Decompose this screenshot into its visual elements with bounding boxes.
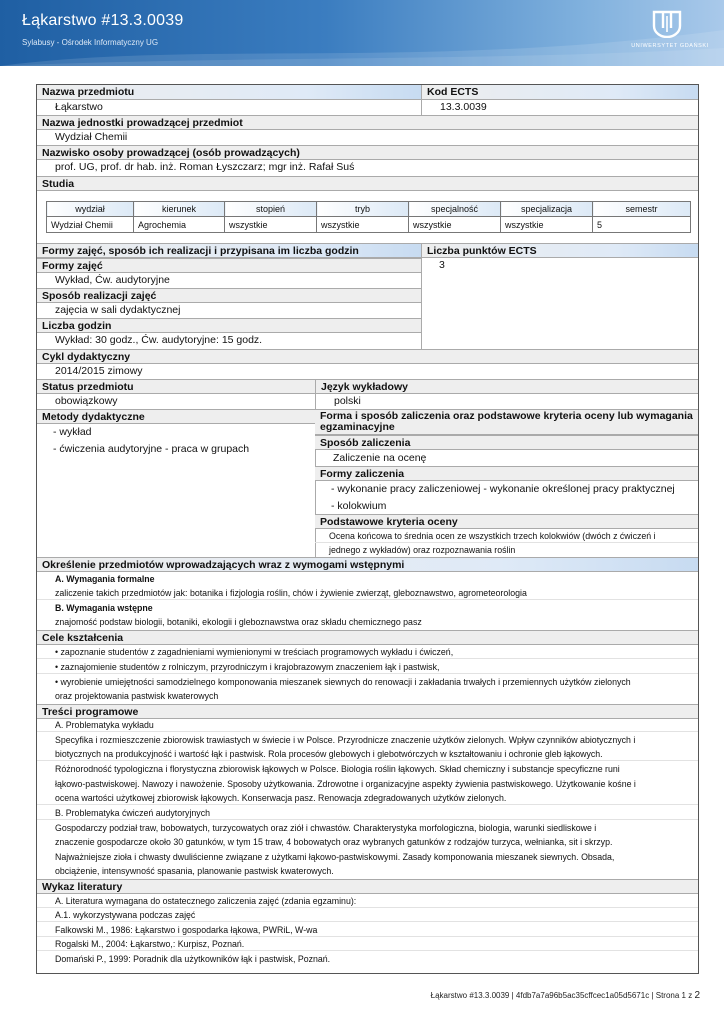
literature-line: Rogalski M., 2004: Łąkarstwo,: Kurpisz, Poznań. bbox=[37, 937, 698, 951]
ects-points-value: 3 bbox=[439, 259, 445, 271]
assessment-forms-label: Formy zaliczenia bbox=[315, 466, 698, 481]
ects-code-value: 13.3.0039 bbox=[421, 100, 698, 115]
literature-line: A. Literatura wymagana do ostatecznego zaliczenia zajęć (zdania egzaminu): bbox=[37, 894, 698, 908]
page-footer bbox=[300, 990, 700, 1001]
unit-label: Nazwa jednostki prowadzącej przedmiot bbox=[37, 115, 698, 130]
forms-value: Wykład, Ćw. audytoryjne bbox=[55, 274, 170, 286]
column-divider bbox=[421, 258, 422, 353]
assessment-forms-item: - kolokwium bbox=[331, 500, 387, 512]
persons-value: prof. UG, prof. dr hab. inż. Roman Łyszczarz; mgr inż. Rafał Suś bbox=[55, 161, 355, 173]
studies-col-header: stopień bbox=[225, 202, 317, 217]
assessment-label: Forma i sposób zaliczenia oraz podstawowe kryteria oceny lub wymagania egzaminacyjne bbox=[315, 409, 698, 435]
contents-line: Specyfika i rozmieszczenie zbiorowisk trawiastych w świecie i w Polsce. Przyrodnicze znaczenie użytków zielonych. Wpływ czynników abiotycznych i bbox=[55, 735, 636, 745]
header-banner bbox=[0, 0, 724, 66]
contents-line: A. Problematyka wykładu bbox=[37, 718, 698, 732]
prerequisites-label: Określenie przedmiotów wprowadzających wraz z wymogami wstępnymi bbox=[37, 557, 698, 572]
methods-item: - ćwiczenia audytoryjne - praca w grupach bbox=[53, 443, 250, 455]
status-value: obowiązkowy bbox=[55, 395, 118, 407]
contents-line: znaczenie gospodarcze około 30 gatunków, w tym 15 traw, 4 bobowatych oraz wybranych gatunków z rodzajów turzyca, wełnianka, sit i skrzyp. bbox=[55, 837, 613, 847]
course-name-value: Łąkarstwo bbox=[55, 101, 103, 113]
contents-line: ocena wartości użytkowej zbiorowisk łąkowych. Konserwacja pasz. Renowacja zdegradowanych użytków zielonych. bbox=[37, 791, 698, 805]
page-subtitle: Sylabusy - Ośrodek Informatyczny UG bbox=[22, 38, 159, 47]
forms-section-label: Formy zajęć, sposób ich realizacji i przypisana im liczba godzin bbox=[37, 243, 421, 258]
course-name-label: Nazwa przedmiotu bbox=[37, 85, 421, 100]
studies-col-header: specjalizacja bbox=[501, 202, 593, 217]
contents-line: łąkowo-pastwiskowej. Nawozy i nawożenie. Sposoby użytkowania. Zdrowotne i organizacyjne aspekty żywienia pastwiskowego. Użytkowanie kośne i bbox=[55, 779, 636, 789]
contents-line: Gospodarczy podział traw, bobowatych, turzycowatych oraz ziół i chwastów. Charakterystyka morfologiczna, biologia, warunki siedliskowe i bbox=[55, 823, 597, 833]
contents-line: Najważniejsze zioła i chwasty dwuliścienne związane z użytkami łąkowo-pastwiskowymi. Zasady komponowania mieszanek siewnych. Obsada, bbox=[55, 852, 615, 862]
assessment-criteria-line: Ocena końcowa to średnia ocen ze wszystkich trzech kolokwiów (dwóch z ćwiczeń i bbox=[315, 529, 698, 543]
status-label: Status przedmiotu bbox=[37, 379, 315, 394]
unit-value: Wydział Chemii bbox=[55, 131, 128, 143]
literature-line: Falkowski M., 1986: Łąkarstwo i gospodarka łąkowa, PWRiL, W-wa bbox=[37, 923, 698, 937]
goals-label: Cele kształcenia bbox=[37, 630, 698, 645]
language-value: polski bbox=[315, 394, 698, 409]
contents-label: Treści programowe bbox=[37, 704, 698, 719]
studies-col-header: specjalność bbox=[409, 202, 501, 217]
ects-points-label: Liczba punktów ECTS bbox=[421, 243, 698, 258]
cycle-value: 2014/2015 zimowy bbox=[55, 365, 143, 377]
studies-cell: Wydział Chemii bbox=[47, 217, 134, 233]
language-label: Język wykładowy bbox=[315, 379, 698, 394]
forms-label: Formy zajęć bbox=[37, 258, 421, 273]
studies-col-header: tryb bbox=[317, 202, 409, 217]
studies-header-row bbox=[47, 202, 691, 217]
literature-line: Domański P., 1999: Poradnik dla użytkowników łąk i pastwisk, Poznań. bbox=[55, 954, 331, 964]
assessment-criteria-label: Podstawowe kryteria oceny bbox=[315, 514, 698, 529]
assessment-forms-item: - wykonanie pracy zaliczeniowej - wykonanie określonej pracy praktycznej bbox=[331, 483, 675, 495]
prerequisites-a-value: zaliczenie takich przedmiotów jak: botanika i fizjologia roślin, chów i żywienie zwierząt, gleboznawstwo, agrometeorologia bbox=[37, 586, 698, 600]
hours-label: Liczba godzin bbox=[37, 318, 421, 333]
methods-label: Metody dydaktyczne bbox=[37, 409, 315, 424]
studies-table bbox=[46, 201, 691, 233]
studies-label: Studia bbox=[37, 176, 698, 191]
studies-cell: 5 bbox=[593, 217, 691, 233]
literature-line: A.1. wykorzystywana podczas zajęć bbox=[37, 908, 698, 922]
studies-cell: wszystkie bbox=[501, 217, 593, 233]
university-logo-icon bbox=[652, 8, 682, 38]
banner-wave-decoration bbox=[0, 0, 724, 66]
prerequisites-b-value: znajomość podstaw biologii, botaniki, ekologii i gleboznawstwa oraz składu chemicznego pasz bbox=[55, 617, 422, 627]
footer-page-count: 2 bbox=[694, 990, 700, 1001]
footer-text: Łąkarstwo #13.3.0039 | 4fdb7a7a96b5ac35cffcec1a05d5671c | Strona 1 z bbox=[430, 991, 693, 1000]
studies-col-header: kierunek bbox=[134, 202, 225, 217]
method-label: Sposób realizacji zajęć bbox=[37, 288, 421, 303]
studies-cell: wszystkie bbox=[409, 217, 501, 233]
assessment-criteria-line: jednego z wykładów) oraz rozpoznawania roślin bbox=[329, 545, 516, 555]
prerequisites-a-label: A. Wymagania formalne bbox=[55, 574, 155, 584]
studies-cell: Agrochemia bbox=[134, 217, 225, 233]
assessment-method-value: Zaliczenie na ocenę bbox=[333, 452, 427, 464]
literature-label: Wykaz literatury bbox=[37, 879, 698, 894]
ects-code-label: Kod ECTS bbox=[421, 85, 698, 100]
method-value: zajęcia w sali dydaktycznej bbox=[55, 304, 181, 316]
goals-line: oraz projektowania pastwisk kwaterowych bbox=[55, 691, 219, 701]
methods-item: - wykład bbox=[53, 426, 92, 438]
contents-line: obciążenie, intensywność spasania, planowanie pastwisk kwaterowych. bbox=[55, 866, 334, 876]
studies-col-header: semestr bbox=[593, 202, 691, 217]
studies-cell: wszystkie bbox=[317, 217, 409, 233]
studies-cell: wszystkie bbox=[225, 217, 317, 233]
hours-value: Wykład: 30 godz., Ćw. audytoryjne: 15 godz. bbox=[55, 334, 263, 346]
studies-col-header: wydział bbox=[47, 202, 134, 217]
goals-line: • zapoznanie studentów z zagadnieniami wymienionymi w treściach programowych wykładu i ćwiczeń, bbox=[37, 645, 698, 659]
prerequisites-b-label: B. Wymagania wstępne bbox=[55, 603, 153, 613]
persons-label: Nazwisko osoby prowadzącej (osób prowadzących) bbox=[37, 145, 698, 160]
syllabus-document bbox=[36, 84, 699, 974]
page-title: Łąkarstwo #13.3.0039 bbox=[22, 12, 184, 29]
contents-line: Różnorodność typologiczna i florystyczna zbiorowisk łąkowych w Polsce. Biologia roślin łąkowych. Skład chemiczny i substancje specyficzne runi bbox=[55, 764, 620, 774]
university-name: UNIWERSYTET GDAŃSKI bbox=[631, 43, 709, 49]
goals-line: • wyrobienie umiejętności samodzielnego komponowania mieszanek siewnych do renowacji i zakładania trwałych i przemiennych użytków zielonych bbox=[55, 677, 631, 687]
goals-line: • zaznajomienie studentów z rolniczym, przyrodniczym i krajobrazowym znaczeniem łąk i pastwisk, bbox=[37, 660, 698, 674]
cycle-label: Cykl dydaktyczny bbox=[37, 349, 698, 364]
assessment-method-label: Sposób zaliczenia bbox=[315, 435, 698, 450]
studies-row bbox=[47, 217, 691, 233]
contents-line: biotycznych na produkcyjność i wartość łąk i pastwisk. Rola procesów glebowych i glebotwórczych w kształtowaniu i ochronie gleb łąkowych. bbox=[37, 747, 698, 761]
contents-line: B. Problematyka ćwiczeń audytoryjnych bbox=[37, 806, 698, 820]
